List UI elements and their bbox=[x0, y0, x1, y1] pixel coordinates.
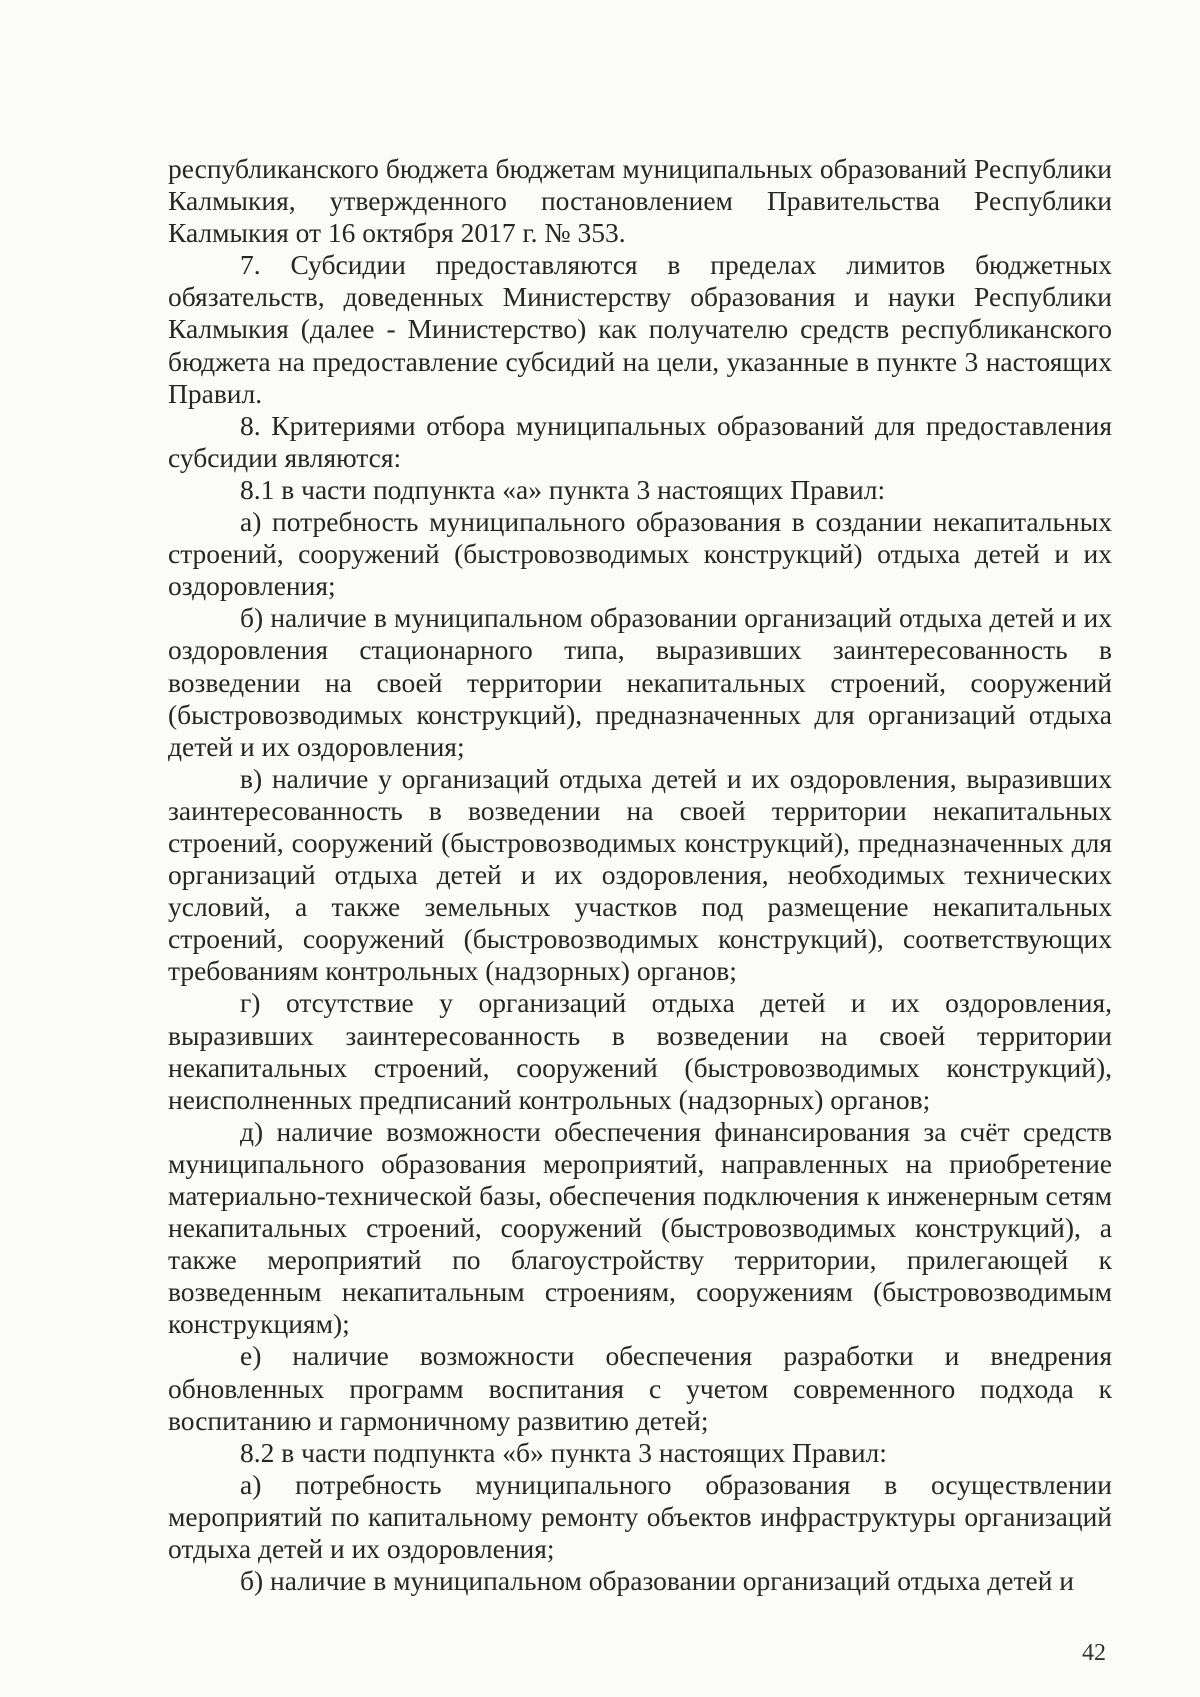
paragraph-item-8-2-a: а) потребность муниципального образования в осуществлении мероприятий по капитальному ремонту объектов инфраструктуры организаций отдыха детей и их оздоровления; bbox=[168, 1468, 1112, 1565]
paragraph-item-8-1-e: е) наличие возможности обеспечения разработки и внедрения обновленных программ воспитания с учетом современного подхода к воспитанию и гармоничному развитию детей; bbox=[168, 1340, 1112, 1436]
paragraph-item-8-1-d: д) наличие возможности обеспечения финансирования за счёт средств муниципального образования мероприятий, направленных на приобретение материально-технической базы, обеспечения подключения к инженерным сетям некапитальных строений, сооружений (быстровозводимых конструкций), а также мероприятий по благоустройству территории, прилегающей к возведенным некапитальным строениям, сооружениям (быстровозводимым конструкциям); bbox=[168, 1115, 1112, 1340]
document-body bbox=[168, 153, 1112, 1597]
paragraph-item-8-2: 8.2 в части подпункта «б» пункта 3 настоящих Правил: bbox=[240, 1436, 887, 1468]
paragraph-item-7: 7. Субсидии предоставляются в пределах лимитов бюджетных обязательств, доведенных Министерству образования и науки Республики Калмыкия (далее - Министерство) как получателю средств республиканского бюджета на предоставление субсидий на цели, указанные в пункте 3 настоящих Правил. bbox=[168, 249, 1112, 409]
paragraph-item-8-1-a: а) потребность муниципального образования в создании некапитальных строений, сооружений (быстровозводимых конструкций) отдыха детей и их оздоровления; bbox=[168, 506, 1112, 602]
page-number: 42 bbox=[1082, 1640, 1106, 1666]
paragraph-continuation: республиканского бюджета бюджетам муниципальных образований Республики Калмыкия, утвержденного постановлением Правительства Республики Калмыкия от 16 октября 2017 г. № 353. bbox=[168, 153, 1112, 249]
paragraph-item-8-1-g: г) отсутствие у организаций отдыха детей и их оздоровления, выразивших заинтересованность в возведении на своей территории некапитальных строений, сооружений (быстровозводимых конструкций), неисполненных предписаний контрольных (надзорных) органов; bbox=[168, 987, 1112, 1115]
paragraph-item-8: 8. Критериями отбора муниципальных образований для предоставления субсидии являются: bbox=[168, 409, 1112, 473]
paragraph-item-8-1: 8.1 в части подпункта «а» пункта 3 настоящих Правил: bbox=[240, 473, 886, 505]
paragraph-item-8-1-v: в) наличие у организаций отдыха детей и их оздоровления, выразивших заинтересованность в возведении на своей территории некапитальных строений, сооружений (быстровозводимых конструкций), предназначенных для организаций отдыха детей и их оздоровления, необходимых технических условий, а также земельных участков под размещение некапитальных строений, сооружений (быстровозводимых конструкций), соответствующих требованиям контрольных (надзорных) органов; bbox=[168, 762, 1112, 987]
paragraph-item-8-1-b: б) наличие в муниципальном образовании организаций отдыха детей и их оздоровления стационарного типа, выразивших заинтересованность в возведении на своей территории некапитальных строений, сооружений (быстровозводимых конструкций), предназначенных для организаций отдыха детей и их оздоровления; bbox=[168, 602, 1112, 762]
paragraph-item-8-2-b: б) наличие в муниципальном образовании организаций отдыха детей и bbox=[240, 1565, 1075, 1597]
